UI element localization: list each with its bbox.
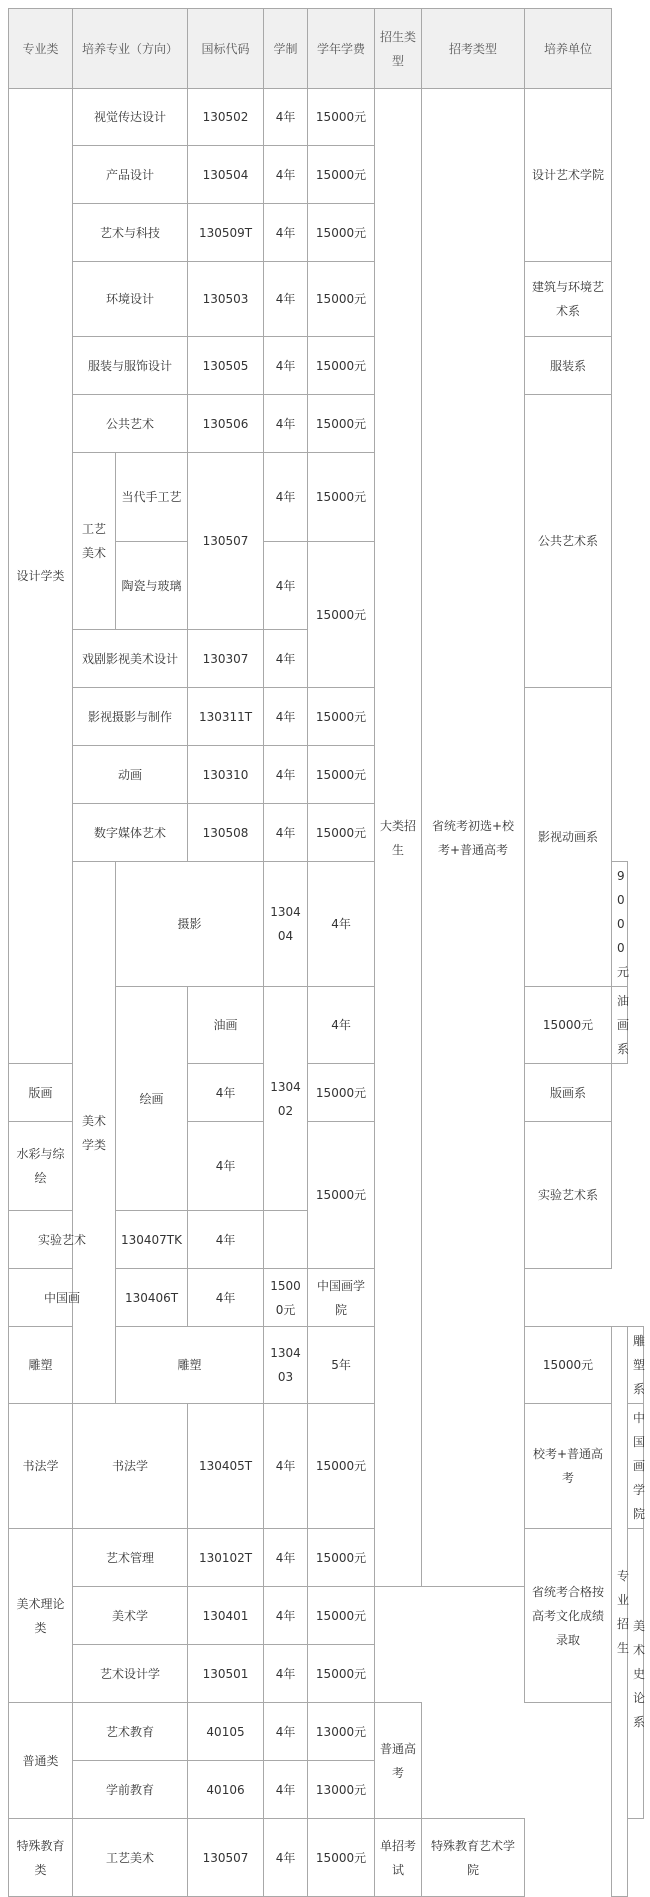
header-fee: 学年学费 (308, 9, 375, 89)
fee-cell: 15000元 (308, 746, 375, 804)
fee-cell: 15000元 (308, 453, 375, 542)
major-cell: 艺术与科技 (73, 204, 188, 262)
code-cell: 130504 (188, 146, 264, 204)
header-duration: 学制 (264, 9, 308, 89)
table-row (9, 1404, 644, 1529)
major-cell: 环境设计 (73, 262, 188, 337)
duration-cell: 4年 (264, 1587, 308, 1645)
code-cell: 130505 (188, 337, 264, 395)
category-cell: 雕塑 (9, 1327, 73, 1404)
major-cell: 戏剧影视美术设计 (73, 630, 188, 688)
duration-cell: 4年 (264, 630, 308, 688)
fee-cell: 15000元 (264, 1269, 308, 1327)
major-cell: 艺术教育 (73, 1703, 188, 1761)
fee-cell: 15000元 (525, 1327, 612, 1404)
code-cell: 130307 (188, 630, 264, 688)
code-cell: 130503 (188, 262, 264, 337)
fee-cell: 15000元 (308, 337, 375, 395)
fee-cell: 15000元 (308, 1645, 375, 1703)
table-row (9, 1529, 644, 1587)
code-cell: 130401 (188, 1587, 264, 1645)
fee-cell: 15000元 (308, 395, 375, 453)
code-cell: 130407TK (116, 1211, 188, 1269)
header-exam-type: 招考类型 (422, 9, 525, 89)
unit-cell: 实验艺术系 (525, 1122, 612, 1269)
code-cell: 40106 (188, 1761, 264, 1819)
major-cell: 影视摄影与制作 (73, 688, 188, 746)
table-row (9, 395, 644, 453)
fee-cell: 15000元 (308, 204, 375, 262)
fee-cell: 15000元 (308, 146, 375, 204)
table-row (9, 262, 644, 337)
major-cell: 艺术管理 (73, 1529, 188, 1587)
code-cell: 130501 (188, 1645, 264, 1703)
code-cell: 130402 (264, 987, 308, 1211)
code-cell: 130102T (188, 1529, 264, 1587)
table-row (9, 1819, 644, 1897)
unit-cell: 版画系 (525, 1064, 612, 1122)
code-cell: 130405T (188, 1404, 264, 1529)
duration-cell: 4年 (264, 1529, 308, 1587)
code-cell: 40105 (188, 1703, 264, 1761)
fee-cell: 15000元 (308, 804, 375, 862)
duration-cell: 4年 (264, 1819, 308, 1897)
unit-cell: 特殊教育艺术学院 (422, 1819, 525, 1897)
enrollment-table (8, 8, 644, 1897)
sub-major-cell: 陶瓷与玻璃 (116, 542, 188, 630)
sub-major-cell: 当代手工艺 (116, 453, 188, 542)
unit-cell: 影视动画系 (525, 688, 612, 987)
duration-cell: 4年 (264, 1761, 308, 1819)
duration-cell: 4年 (264, 337, 308, 395)
code-cell: 130311T (188, 688, 264, 746)
duration-cell: 4年 (188, 1122, 264, 1211)
category-cell: 普通类 (9, 1703, 73, 1819)
major-cell: 书法学 (73, 1404, 188, 1529)
code-cell: 130310 (188, 746, 264, 804)
major-cell: 动画 (73, 746, 188, 804)
duration-cell: 4年 (264, 688, 308, 746)
enroll-type-cell: 大类招生 (375, 89, 422, 1587)
duration-cell: 4年 (308, 987, 375, 1064)
sub-major-cell: 油画 (188, 987, 264, 1064)
unit-cell: 油画系 (612, 987, 628, 1064)
major-group-cell: 绘画 (116, 987, 188, 1211)
table-row (9, 1703, 644, 1761)
category-cell: 书法学 (9, 1404, 73, 1529)
duration-cell: 4年 (264, 1703, 308, 1761)
table-row (9, 1269, 644, 1327)
code-cell: 130404 (264, 862, 308, 987)
fee-cell: 15000元 (525, 987, 612, 1064)
table-row (9, 688, 644, 746)
major-cell: 工艺美术 (73, 1819, 188, 1897)
table-body (9, 89, 644, 1897)
duration-cell: 4年 (264, 1404, 308, 1529)
major-cell: 中国画 (9, 1269, 116, 1327)
header-unit: 培养单位 (525, 9, 612, 89)
unit-cell: 设计艺术学院 (525, 89, 612, 262)
duration-cell: 4年 (308, 862, 375, 987)
duration-cell: 4年 (264, 89, 308, 146)
sub-major-cell: 版画 (9, 1064, 73, 1122)
fee-cell: 15000元 (308, 1587, 375, 1645)
unit-cell: 中国画学院 (628, 1404, 644, 1529)
category-cell: 美术理论类 (9, 1529, 73, 1703)
table-row (9, 89, 644, 146)
duration-cell: 4年 (264, 1645, 308, 1703)
unit-cell: 建筑与环境艺术系 (525, 262, 612, 337)
header-row (9, 9, 644, 89)
fee-cell: 15000元 (308, 688, 375, 746)
duration-cell: 5年 (308, 1327, 375, 1404)
header-code: 国标代码 (188, 9, 264, 89)
duration-cell: 4年 (188, 1064, 264, 1122)
fee-cell: 15000元 (308, 542, 375, 688)
major-cell: 艺术设计学 (73, 1645, 188, 1703)
major-cell: 公共艺术 (73, 395, 188, 453)
unit-cell: 美术史论系 (628, 1529, 644, 1819)
fee-cell: 15000元 (308, 89, 375, 146)
duration-cell: 4年 (188, 1211, 264, 1269)
fee-cell: 15000元 (308, 1819, 375, 1897)
header-major: 培养专业（方向） (73, 9, 188, 89)
sub-major-cell: 水彩与综绘 (9, 1122, 73, 1211)
fee-cell: 15000元 (308, 1122, 375, 1269)
fee-cell: 15000元 (308, 1404, 375, 1529)
fee-cell: 13000元 (308, 1703, 375, 1761)
major-cell: 产品设计 (73, 146, 188, 204)
duration-cell: 4年 (264, 804, 308, 862)
code-cell: 130502 (188, 89, 264, 146)
exam-type-cell: 单招考试 (375, 1819, 422, 1897)
fee-cell: 15000元 (308, 1529, 375, 1587)
unit-cell: 公共艺术系 (525, 395, 612, 688)
table-row (9, 337, 644, 395)
fee-cell: 13000元 (308, 1761, 375, 1819)
exam-type-cell: 省统考初选+校考+普通高考 (422, 89, 525, 1587)
duration-cell: 4年 (188, 1269, 264, 1327)
duration-cell: 4年 (264, 146, 308, 204)
major-cell: 美术学 (73, 1587, 188, 1645)
duration-cell: 4年 (264, 746, 308, 804)
major-cell: 视觉传达设计 (73, 89, 188, 146)
major-cell: 实验艺术 (9, 1211, 116, 1269)
table-header (9, 9, 644, 89)
unit-cell: 服装系 (525, 337, 612, 395)
header-category: 专业类 (9, 9, 73, 89)
major-cell: 服装与服饰设计 (73, 337, 188, 395)
table-row (9, 1761, 644, 1819)
code-cell: 130507 (188, 1819, 264, 1897)
exam-type-cell: 普通高考 (375, 1703, 422, 1819)
major-cell: 雕塑 (116, 1327, 264, 1404)
major-cell: 学前教育 (73, 1761, 188, 1819)
unit-cell: 中国画学院 (308, 1269, 375, 1327)
code-cell: 130406T (116, 1269, 188, 1327)
fee-cell: 15000元 (308, 1064, 375, 1122)
code-cell: 130508 (188, 804, 264, 862)
exam-type-cell: 省统考合格按高考文化成绩录取 (525, 1529, 612, 1703)
duration-cell: 4年 (264, 542, 308, 630)
exam-type-cell: 校考+普通高考 (525, 1404, 612, 1529)
major-cell: 摄影 (116, 862, 264, 987)
category-cell: 美术学类 (73, 862, 116, 1404)
fee-cell: 9000元 (612, 862, 628, 987)
duration-cell: 4年 (264, 262, 308, 337)
category-cell: 设计学类 (9, 89, 73, 1064)
unit-cell: 雕塑系 (628, 1327, 644, 1404)
code-cell: 130507 (188, 453, 264, 630)
duration-cell: 4年 (264, 395, 308, 453)
enroll-type-cell: 专业招生 (612, 1327, 628, 1897)
header-enroll-type: 招生类型 (375, 9, 422, 89)
duration-cell: 4年 (264, 204, 308, 262)
major-cell: 数字媒体艺术 (73, 804, 188, 862)
duration-cell: 4年 (264, 453, 308, 542)
fee-cell: 15000元 (308, 262, 375, 337)
code-cell: 130506 (188, 395, 264, 453)
major-group-cell: 工艺美术 (73, 453, 116, 630)
code-cell: 130509T (188, 204, 264, 262)
category-cell: 特殊教育类 (9, 1819, 73, 1897)
code-cell: 130403 (264, 1327, 308, 1404)
